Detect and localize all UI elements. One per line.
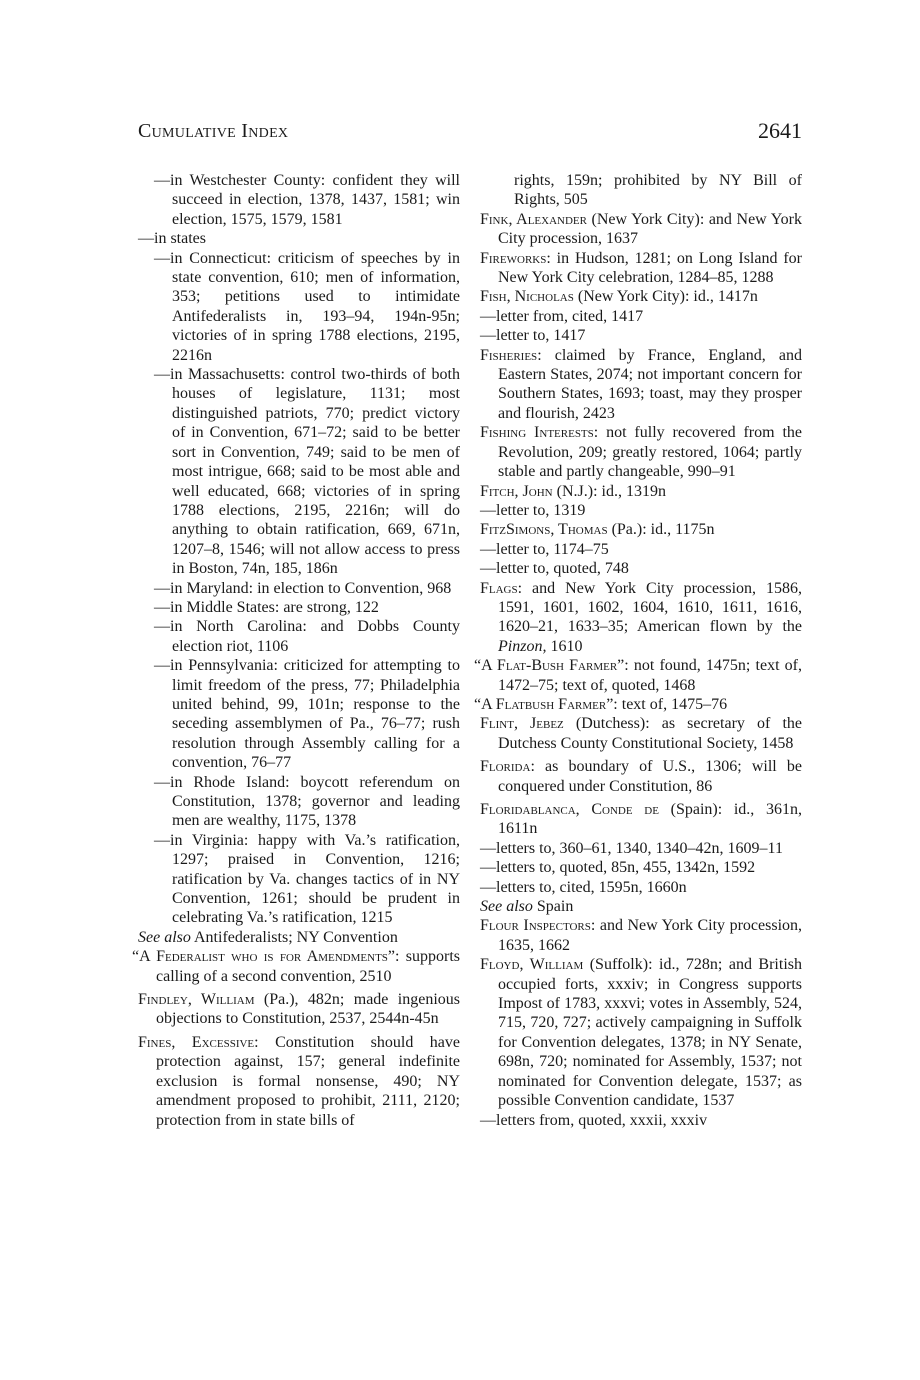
- ship-name: Pinzon,: [498, 637, 547, 655]
- index-entry: [480, 346, 802, 424]
- entry-heading: Floridablanca, Conde de: [480, 801, 659, 818]
- see-also-reference: [138, 928, 460, 947]
- page-number: 2641: [758, 118, 802, 143]
- entry-heading: Flint, Jebez: [480, 715, 564, 733]
- entry-heading: Floyd, William: [480, 956, 584, 974]
- entry-heading: “A Flatbush Farmer”: [474, 695, 614, 713]
- index-subentry: —letters to, 360–61, 1340, 1340–42n, 1609–11: [480, 839, 783, 857]
- index-subentry: —in Middle States: are strong, 122: [154, 598, 379, 616]
- index-entry: [480, 757, 802, 796]
- entry-text: (Pa.), 482n; made ingenious objections to Constitution, 2537, 2544n-45n: [156, 991, 460, 1028]
- entry-text: (Dutchess): as secretary of the Dutchess County Constitutional Society, 1458: [498, 715, 802, 752]
- index-entry: [480, 955, 802, 1110]
- entry-text: : and New York City procession, 1586, 1591, 1601, 1602, 1604, 1610, 1611, 1616, 1620–21, 1633–35; American flown by the: [498, 579, 802, 636]
- index-subentry: —in Westchester County: confident they will succeed in election, 1378, 1437, 1581; win election, 1575, 1579, 1581: [154, 172, 460, 228]
- entry-heading: Fines, Excessive: [138, 1033, 255, 1051]
- index-subentry: —letter from, cited, 1417: [480, 307, 644, 325]
- entry-text: 1610: [546, 637, 583, 655]
- index-subentry: —letter to, 1417: [480, 327, 586, 345]
- see-also-target: Antifederalists; NY Convention: [190, 928, 398, 946]
- index-entry: [480, 714, 802, 753]
- index-entry: [480, 800, 802, 839]
- entry-heading: Fink, Alexander: [480, 210, 587, 228]
- entry-text: : Constitution should have protection against, 157; general indefinite exclusion is formal nonsense, 490; NY amendment proposed to prohibit, 2111, 2120; protection from in state bills of: [156, 1033, 460, 1129]
- index-subentry: —letters to, quoted, 85n, 455, 1342n, 1592: [480, 859, 756, 877]
- index-entry: [138, 1033, 460, 1130]
- index-entry: [474, 656, 802, 695]
- entry-text: (New York City): id., 1417n: [573, 288, 758, 306]
- index-entry: [480, 520, 802, 539]
- entry-heading: Fitch, John: [480, 482, 553, 500]
- running-header-title: Cumulative Index: [138, 120, 289, 142]
- index-entry: [480, 482, 802, 501]
- index-subentry: —in Massachusetts: control two-thirds of both houses of legislature, 1131; most distinguished patriots, 770; predict victory of in Convention, 671–72; said to be better sort in Convention, 749; said to be men of most intrigue, 668; said to be most able and well educated, 668; victories of in spring 1788 elections, 2195, 2216n; will do anything to obtain ratification, 669, 671n, 1207–8, 1546; will not allow access to press in Boston, 74n, 185, 186n: [154, 366, 460, 578]
- entry-text: : in Hudson, 1281; on Long Island for New York City celebration, 1284–85, 1288: [498, 249, 802, 287]
- index-entry: [480, 249, 802, 288]
- index-subentry: —letter to, 1319: [480, 501, 586, 519]
- entry-heading: “A Flat-Bush Farmer”: [474, 657, 625, 675]
- see-also-target: Spain: [532, 898, 574, 916]
- entry-heading: Florida: [480, 758, 531, 776]
- index-subentry: —letter to, quoted, 748: [480, 560, 629, 578]
- see-also-label: See also: [480, 898, 533, 916]
- index-entry: [132, 947, 460, 986]
- entry-text: (N.J.): id., 1319n: [552, 482, 666, 500]
- entry-text: : as boundary of U.S., 1306; will be conquered under Constitution, 86: [498, 758, 802, 795]
- index-entry: [480, 287, 802, 306]
- index-entry: [138, 990, 460, 1029]
- index-entry: [480, 423, 802, 481]
- entry-heading: Fisheries: [480, 346, 538, 364]
- entry-text: (Pa.): id., 1175n: [607, 521, 715, 539]
- entry-text: : and New York City procession, 1635, 1662: [498, 917, 803, 954]
- index-subentry: —in Rhode Island: boycott referendum on Constitution, 1378; governor and leading men are wealthy, 1175, 1378: [154, 773, 460, 830]
- index-entry: [480, 916, 802, 955]
- left-column: [132, 171, 460, 1130]
- entry-text: : not fully recovered from the Revolution, 209; greatly restored, 1064; partly stable and partly changeable, 990–91: [498, 424, 802, 481]
- index-entry: [480, 210, 802, 249]
- entry-heading: Findley, William: [138, 991, 255, 1009]
- see-also-label: See also: [138, 928, 191, 946]
- entry-heading: FitzSimons, Thomas: [480, 521, 608, 539]
- index-subentry: —letters from, quoted, xxxii, xxxiv: [480, 1111, 708, 1129]
- entry-text: : claimed by France, England, and Eastern States, 2074; not important concern for Southern States, 1693; toast, may they prosper and flourish, 2423: [498, 346, 802, 422]
- index-subentry: —in Connecticut: criticism of speeches by in state convention, 610; men of information, 353; petitions used to intimidate Antifederalists in, 193–94, 194n-95n; victories of in spring 1788 elections, 2195, 2216n: [154, 249, 460, 364]
- entry-text: (New York City): and New York City procession, 1637: [498, 210, 802, 248]
- index-subentry: —in states: [138, 230, 206, 248]
- entry-continuation: rights, 159n; prohibited by NY Bill of Rights, 505: [514, 172, 802, 209]
- see-also-reference: [480, 897, 802, 916]
- right-column: [474, 171, 803, 1130]
- entry-heading: Flags: [480, 579, 518, 597]
- index-subentry: —letter to, 1174–75: [480, 540, 609, 558]
- entry-text: (Spain): id., 361n, 1611n: [498, 801, 802, 838]
- entry-heading: Fishing Interests: [480, 424, 594, 442]
- entry-text: : not found, 1475n; text of, 1472–75; text of, quoted, 1468: [498, 657, 802, 694]
- entry-text: : text of, 1475–76: [613, 695, 728, 713]
- index-entry: [474, 695, 802, 714]
- index-entry: [480, 579, 802, 657]
- entry-text: (Suffolk): id., 728n; and British occupied forts, xxxiv; in Congress supports Impost of 1783, xxxvi; votes in Assembly, 524, 715, 720, 727; actively campaigning in Suffolk for Convention delegates, 1378; in NY Senate, 698n, 720; nominated for Assembly, 1537; not nominated for Convention delegate, 1537; as possible Convention candidate, 1537: [498, 956, 802, 1110]
- entry-text: : supports calling of a second convention, 2510: [156, 948, 460, 985]
- index-subentry: —letters to, cited, 1595n, 1660n: [480, 878, 687, 896]
- index-subentry: —in Maryland: in election to Convention, 968: [154, 579, 452, 597]
- index-subentry: —in Virginia: happy with Va.’s ratification, 1297; praised in Convention, 1216; ratification by Va. changes tactics of in NY Convention, 1261; should be prudent in celebrating Va.’s ratification, 1215: [154, 831, 460, 927]
- entry-heading: “A Federalist who is for Amendments”: [132, 948, 396, 966]
- index-subentry: —in North Carolina: and Dobbs County election riot, 1106: [154, 618, 460, 655]
- entry-heading: Fish, Nicholas: [480, 288, 574, 306]
- index-subentry: —in Pennsylvania: criticized for attempting to limit freedom of the press, 77; Philadelphia united behind, 99, 101n; response to the seceding assemblymen of Pa., 76–77; rush resolution through Assembly calling for a convention, 76–77: [154, 657, 460, 772]
- entry-heading: Flour Inspectors: [480, 917, 591, 935]
- entry-heading: Fireworks: [480, 249, 547, 267]
